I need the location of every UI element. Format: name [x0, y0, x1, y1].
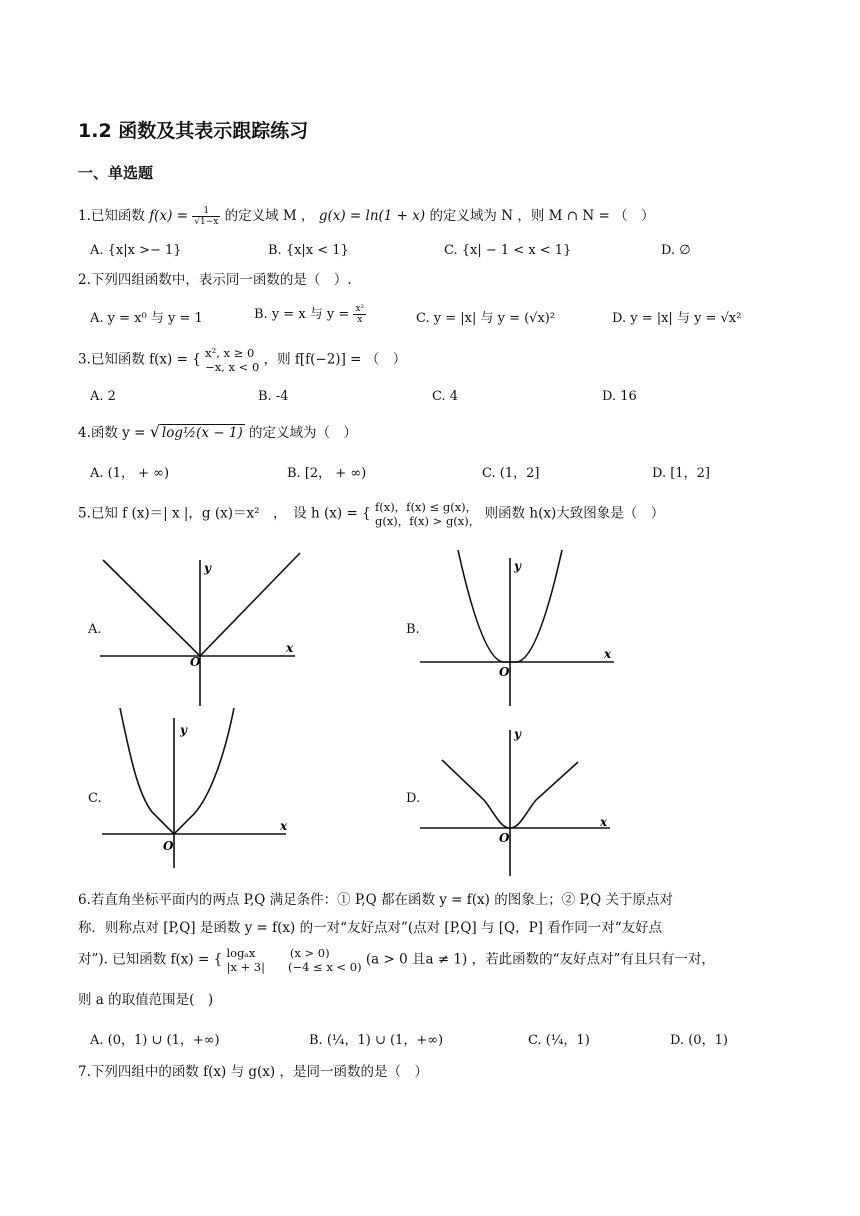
q1-option-c[interactable]: C. {x| − 1 < x < 1} [444, 243, 572, 258]
q3-option-a[interactable]: A. 2 [90, 389, 116, 404]
graph-d-x-label: x [600, 815, 608, 829]
q1-fraction [192, 206, 220, 227]
q2-b-num: x² [355, 304, 365, 314]
q6-case-1: logₐx (x > 0) [226, 946, 330, 960]
q4-option-b[interactable]: B. [2， + ∞) [287, 466, 367, 481]
graph-d-origin-label: O [499, 831, 510, 845]
question-6-line-4: 则 a 的取值范围是( ) [78, 992, 214, 1008]
q2-option-a[interactable]: A. y = x⁰ 与 y = 1 [90, 311, 203, 326]
q3-stem-a: 3.已知函数 f(x) = { [78, 351, 201, 368]
q6-case-2: |x + 3| (−4 ≤ x < 0) [226, 960, 362, 974]
graph-b-origin-label: O [499, 665, 510, 679]
graph-c-curve [120, 708, 234, 834]
q2-b-text: B. y = x 与 y = [254, 307, 350, 322]
q1-frac-den: √1−x [194, 217, 219, 227]
question-4 [78, 422, 357, 443]
question-7: 7.下列四组中的函数 f(x) 与 g(x) ，是同一函数的是（ ） [78, 1064, 428, 1080]
q1-f: f(x) = [149, 208, 188, 224]
q5-option-b[interactable]: B. [406, 622, 420, 637]
q1-option-d[interactable]: D. ∅ [661, 243, 691, 258]
graph-c-y-label: y [180, 723, 187, 737]
graph-a-curve [103, 553, 300, 656]
q4-option-d[interactable]: D. [1，2] [652, 466, 710, 481]
q2-option-b[interactable] [254, 303, 366, 325]
question-3 [78, 346, 406, 374]
q4-option-a[interactable]: A. (1， + ∞) [90, 466, 170, 481]
q6-line3-a: 对”). 已知函数 f(x) = { [78, 951, 223, 968]
q3-case-2: −x, x < 0 [205, 360, 260, 374]
q6-option-d[interactable]: D. (0，1) [670, 1033, 728, 1048]
section-heading: 一、单选题 [78, 164, 154, 182]
graph-b [418, 548, 618, 708]
q3-cases [205, 346, 259, 374]
graph-c-x-label: x [280, 819, 288, 833]
q3-option-b[interactable]: B. -4 [258, 389, 289, 404]
graph-c [100, 706, 300, 870]
q5-cases [375, 500, 480, 528]
graph-a-y-label: y [204, 561, 211, 575]
q4-root-content: log½(x − 1) [161, 425, 243, 441]
graph-b-y-label: y [514, 559, 521, 573]
q6-cases [226, 946, 361, 974]
question-1 [78, 206, 655, 227]
q1-option-b[interactable]: B. {x|x < 1} [268, 243, 349, 258]
question-6-line-3 [78, 946, 715, 974]
graph-a [100, 548, 310, 708]
q6-option-c[interactable]: C. (¼，1) [528, 1033, 590, 1048]
q5-case-2: g(x)，f(x) > g(x)， [374, 514, 481, 528]
q1-stem-c: 的定义域为 N ，则 M ∩ N = （ ） [429, 208, 655, 224]
q1-option-a[interactable]: A. {x|x >− 1} [90, 243, 182, 258]
q2-b-fraction [353, 304, 366, 325]
q1-g: g(x) = ln(1 + x) [318, 208, 426, 224]
q6-line3-b: (a > 0 且a ≠ 1) ，若此函数的“友好点对”有且只有一对， [365, 951, 715, 968]
q3-stem-b: ，则 f[f(−2)] = （ ） [263, 351, 407, 368]
q2-b-den: x [357, 315, 363, 325]
q6-option-a[interactable]: A. (0，1) ∪ (1，+∞) [90, 1033, 220, 1048]
question-6-line-2: 称．则称点对 [P,Q] 是函数 y = f(x) 的一对“友好点对”(点对 [P,Q] 与 [Q，P] 看作同一对“友好点 [78, 920, 663, 936]
graph-a-origin-label: O [190, 655, 201, 669]
q5-option-d[interactable]: D. [406, 791, 421, 806]
q2-option-d[interactable]: D. y = |x| 与 y = √x² [612, 311, 742, 326]
question-5 [78, 500, 664, 528]
q2-option-c[interactable]: C. y = |x| 与 y = (√x)² [416, 311, 556, 326]
q3-option-c[interactable]: C. 4 [432, 389, 459, 404]
graph-d [418, 722, 618, 878]
question-2: 2.下列四组函数中，表示同一函数的是（ ）. [78, 272, 352, 288]
q6-option-b[interactable]: B. (¼，1) ∪ (1，+∞) [309, 1033, 444, 1048]
q5-option-a[interactable]: A. [88, 622, 102, 637]
q5-stem-a: 5.已知 f (x)＝| x |，g (x)＝x² ， 设 h (x) = { [78, 505, 371, 522]
graph-a-x-label: x [286, 641, 294, 655]
graph-b-x-label: x [604, 647, 612, 661]
q4-root-sign: √ [149, 422, 160, 441]
q5-option-c[interactable]: C. [88, 791, 102, 806]
q1-stem-b: 的定义域 M ， [224, 208, 315, 224]
q4-option-c[interactable]: C. (1，2] [482, 466, 540, 481]
q3-option-d[interactable]: D. 16 [602, 389, 637, 404]
page-title: 1.2 函数及其表示跟踪练习 [78, 120, 309, 142]
q4-stem-b: 的定义域为（ ） [249, 425, 358, 441]
q4-stem-a: 4.函数 y = [78, 425, 146, 441]
q1-stem-a: 1.已知函数 [78, 208, 145, 224]
question-6-line-1: 6.若直角坐标平面内的两点 P,Q 满足条件：① P,Q 都在函数 y = f(x) 的图象上；② P,Q 关于原点对 [78, 892, 673, 908]
graph-c-origin-label: O [163, 839, 174, 853]
graph-d-y-label: y [514, 727, 521, 741]
q5-stem-b: 则函数 h(x)大致图象是（ ） [484, 505, 665, 522]
q3-case-1: x², x ≥ 0 [205, 346, 255, 360]
q1-frac-num: 1 [192, 206, 220, 217]
q5-case-1: f(x)，f(x) ≤ g(x)， [374, 500, 478, 514]
